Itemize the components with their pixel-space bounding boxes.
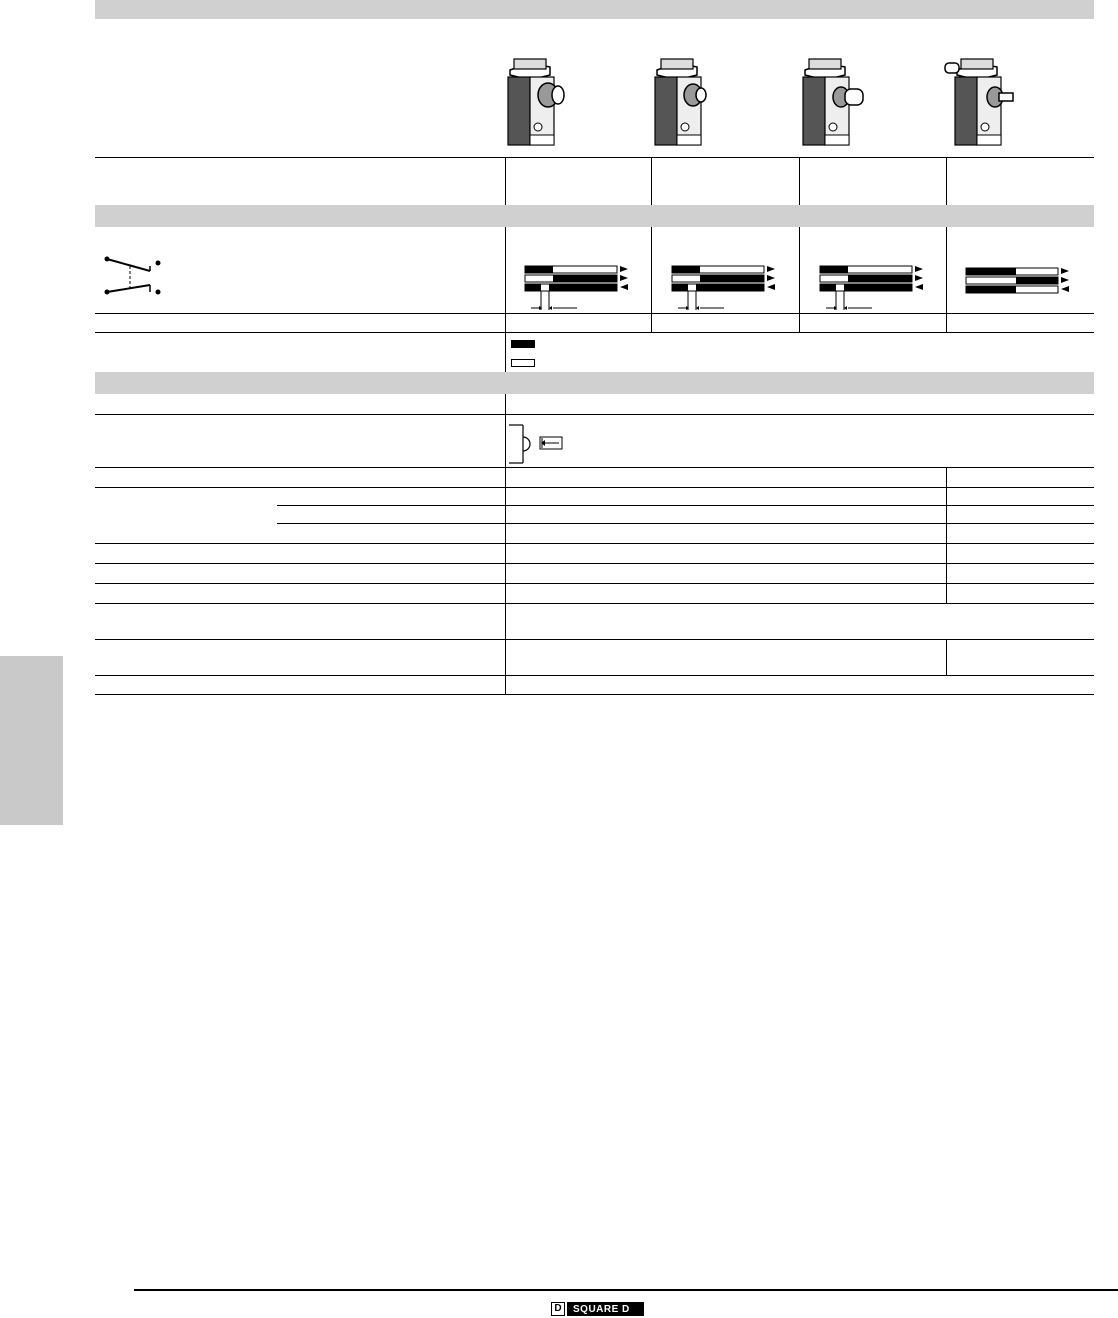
column-divider <box>946 157 947 205</box>
table-row-divider <box>95 543 1094 544</box>
table-row-divider <box>95 414 1094 415</box>
column-divider <box>505 227 506 372</box>
contact-open-swatch <box>511 359 535 367</box>
table-row-divider <box>95 563 1094 564</box>
column-divider <box>946 227 947 332</box>
column-divider <box>946 639 947 675</box>
table-row-divider <box>95 157 1094 158</box>
column-divider <box>651 157 652 205</box>
column-divider <box>799 157 800 205</box>
column-divider <box>651 227 652 332</box>
column-divider <box>505 394 506 694</box>
table-row-divider <box>95 583 1094 584</box>
table-row-divider <box>95 487 1094 488</box>
table-row-divider <box>277 505 1094 506</box>
section-header-band-contacts <box>95 205 1094 227</box>
travel-diagram-3 <box>818 264 928 312</box>
column-divider <box>946 467 947 603</box>
table-row-divider <box>95 675 1094 676</box>
table-row-divider <box>95 694 1094 695</box>
section-header-band-top <box>95 0 1094 19</box>
actuation-symbol-icon <box>507 423 567 465</box>
column-divider <box>505 157 506 205</box>
limit-switch-short-plunger-icon <box>647 55 727 150</box>
contact-closed-swatch <box>511 340 535 348</box>
section-header-band-characteristics <box>95 372 1094 394</box>
side-tab <box>0 656 63 825</box>
table-row-divider <box>95 313 1094 314</box>
table-row-divider <box>95 332 1094 333</box>
travel-diagram-2 <box>670 264 780 312</box>
square-d-logo <box>551 1301 644 1317</box>
contact-symbol-icon <box>102 252 168 298</box>
table-row-divider <box>95 603 1094 604</box>
limit-switch-plunger-icon <box>500 55 580 150</box>
table-row-divider <box>95 467 1094 468</box>
limit-switch-roller-plunger-icon <box>795 55 875 150</box>
column-divider <box>799 227 800 332</box>
table-row-divider <box>277 523 1094 524</box>
travel-diagram-4 <box>964 266 1074 300</box>
footer-rule <box>134 1289 1118 1291</box>
table-row-divider <box>95 639 1094 640</box>
limit-switch-side-roller-plunger-icon <box>943 55 1023 150</box>
travel-diagram-1 <box>523 264 633 312</box>
logo-wordmark: SQUARE D <box>567 1302 644 1316</box>
logo-mark: D <box>551 1302 565 1316</box>
